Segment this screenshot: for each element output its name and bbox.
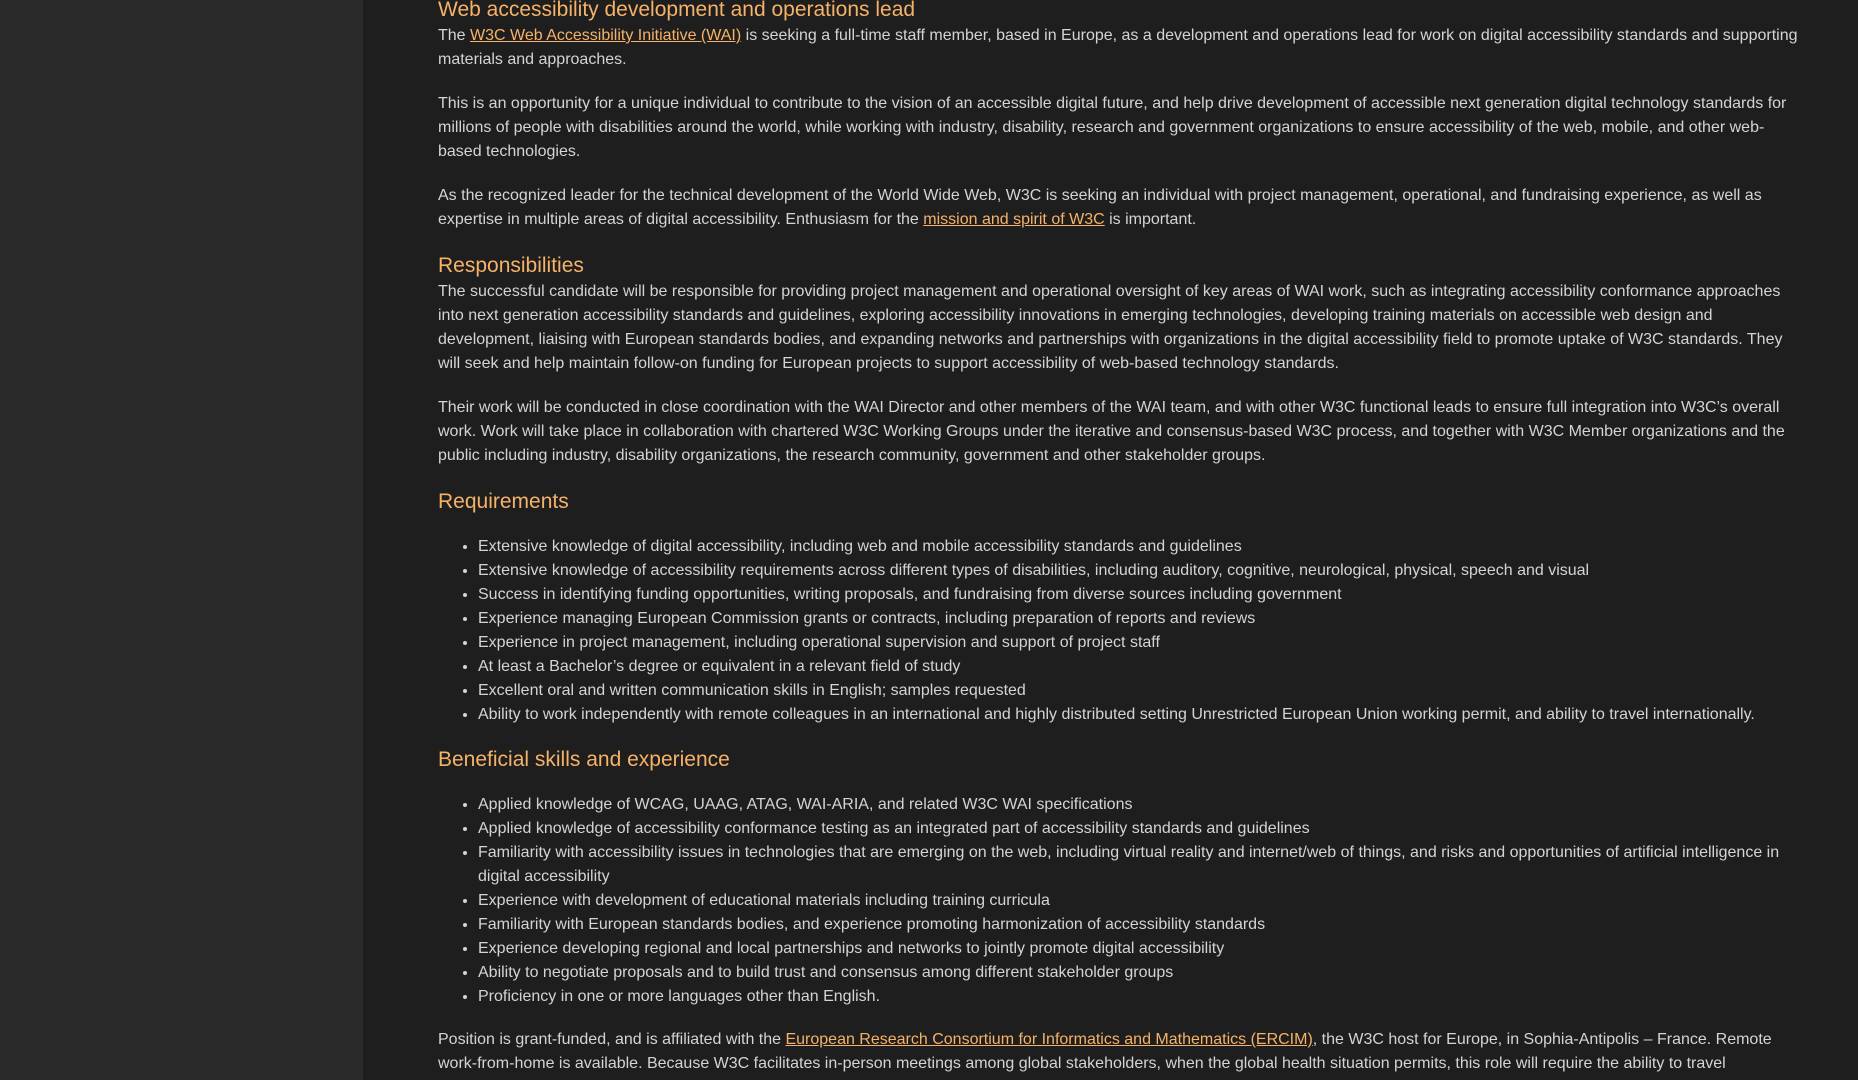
section-heading-intro: Web accessibility development and operations lead xyxy=(438,0,916,21)
list-item: • Proficiency in one or more languages other than English. xyxy=(478,985,1798,1009)
list-item: • Experience developing regional and local partnerships and networks to jointly promote digital accessibility xyxy=(478,937,1798,961)
requirements-list xyxy=(438,535,1798,727)
beneficial-list xyxy=(438,793,1798,1009)
closing-text-2: , the W3C host for Europe, in Sophia-Antipolis – France. Remote work-from-home is available. Because W3C facilitates in-person meetings among global stakeholders, when the global health situation permits, this role will require the ability to travel xyxy=(438,1031,1772,1072)
responsibilities-paragraph-2: Their work will be conducted in close coordination with the WAI Director and other members of the WAI team, and with other W3C functional leads to ensure full integration into W3C’s overall work. Work will take place in collaboration with chartered W3C Working Groups under the iterative and consensus-based W3C process, and together with W3C Member organizations and the public including industry, disability organizations, the research community, government and other stakeholder groups. xyxy=(438,399,1785,464)
list-item: • Extensive knowledge of digital accessibility, including web and mobile accessibility standards and guidelines xyxy=(478,535,1798,559)
intro-p3-text-2: is important. xyxy=(1104,211,1197,228)
article xyxy=(438,0,1798,1080)
intro-p1-text: The xyxy=(438,27,471,44)
intro-p1-text-2: is seeking a full-time staff member, based in Europe, as a development and operations lead for work on digital accessibility standards and supporting materials and approaches. xyxy=(438,27,1798,68)
list-item: • Experience in project management, including operational supervision and support of project staff xyxy=(478,631,1798,655)
responsibilities-paragraph-1: The successful candidate will be responsible for providing project management and operational oversight of key areas of WAI work, such as integrating accessibility conformance approaches into next generation accessibility standards and guidelines, exploring accessibility innovations in emerging technologies, developing training materials on accessible web design and development, liaising with European standards bodies, and expanding networks and partnerships with organizations in the digital accessibility field to promote uptake of W3C standards. They will seek and help maintain follow-on funding for European projects to support accessibility of web-based technology standards. xyxy=(438,283,1783,372)
intro-paragraph-3 xyxy=(438,184,1798,232)
list-item: • Experience with development of educational materials including training curricula xyxy=(478,889,1798,913)
intro-paragraph-2: This is an opportunity for a unique individual to contribute to the vision of an accessible digital future, and help drive development of accessible next generation digital technology standards for millions of people with disabilities around the world, while working with industry, disability, research and government organizations to ensure accessibility of the web, mobile, and other web-based technologies. xyxy=(438,95,1787,160)
list-item: • Ability to work independently with remote colleagues in an international and highly distributed setting Unrestricted European Union working permit, and ability to travel internationally. xyxy=(478,703,1798,727)
list-item: • Applied knowledge of WCAG, UAAG, ATAG, WAI-ARIA, and related W3C WAI specifications xyxy=(478,793,1798,817)
main-content xyxy=(363,0,1858,1080)
closing-paragraph xyxy=(438,1028,1798,1076)
list-item: • Ability to negotiate proposals and to build trust and consensus among different stakeholder groups xyxy=(478,961,1798,985)
intro-paragraph-1 xyxy=(438,24,1798,72)
sidebar xyxy=(0,0,363,1080)
list-item: • Familiarity with accessibility issues in technologies that are emerging on the web, including virtual reality and internet/web of things, and risks and opportunities of artificial intelligence in digital accessibility xyxy=(478,841,1798,889)
list-item: • Experience managing European Commission grants or contracts, including preparation of reports and reviews xyxy=(478,607,1798,631)
section-heading-responsibilities: Responsibilities xyxy=(438,254,584,277)
list-item: • Familiarity with European standards bodies, and experience promoting harmonization of accessibility standards xyxy=(478,913,1798,937)
list-item: • Excellent oral and written communication skills in English; samples requested xyxy=(478,679,1798,703)
list-item: • Applied knowledge of accessibility conformance testing as an integrated part of accessibility standards and guidelines xyxy=(478,817,1798,841)
wai-link[interactable]: W3C Web Accessibility Initiative (WAI) xyxy=(470,27,742,44)
list-item: • Success in identifying funding opportunities, writing proposals, and fundraising from diverse sources including government xyxy=(478,583,1798,607)
section-heading-beneficial: Beneficial skills and experience xyxy=(438,748,730,771)
section-heading-requirements: Requirements xyxy=(438,490,569,513)
intro-p3-text: As the recognized leader for the technical development of the World Wide Web, W3C is seeking an individual with project management, operational, and fundraising experience, as well as expertise in multiple areas of digital accessibility. Enthusiasm for the xyxy=(438,187,1762,228)
ercim-link[interactable]: European Research Consortium for Informatics and Mathematics (ERCIM) xyxy=(785,1031,1313,1048)
closing-text: Position is grant-funded, and is affiliated with the xyxy=(438,1031,786,1048)
mission-link[interactable]: mission and spirit of W3C xyxy=(923,211,1105,228)
list-item: • At least a Bachelor’s degree or equivalent in a relevant field of study xyxy=(478,655,1798,679)
list-item: • Extensive knowledge of accessibility requirements across different types of disabilities, including auditory, cognitive, neurological, physical, speech and visual xyxy=(478,559,1798,583)
